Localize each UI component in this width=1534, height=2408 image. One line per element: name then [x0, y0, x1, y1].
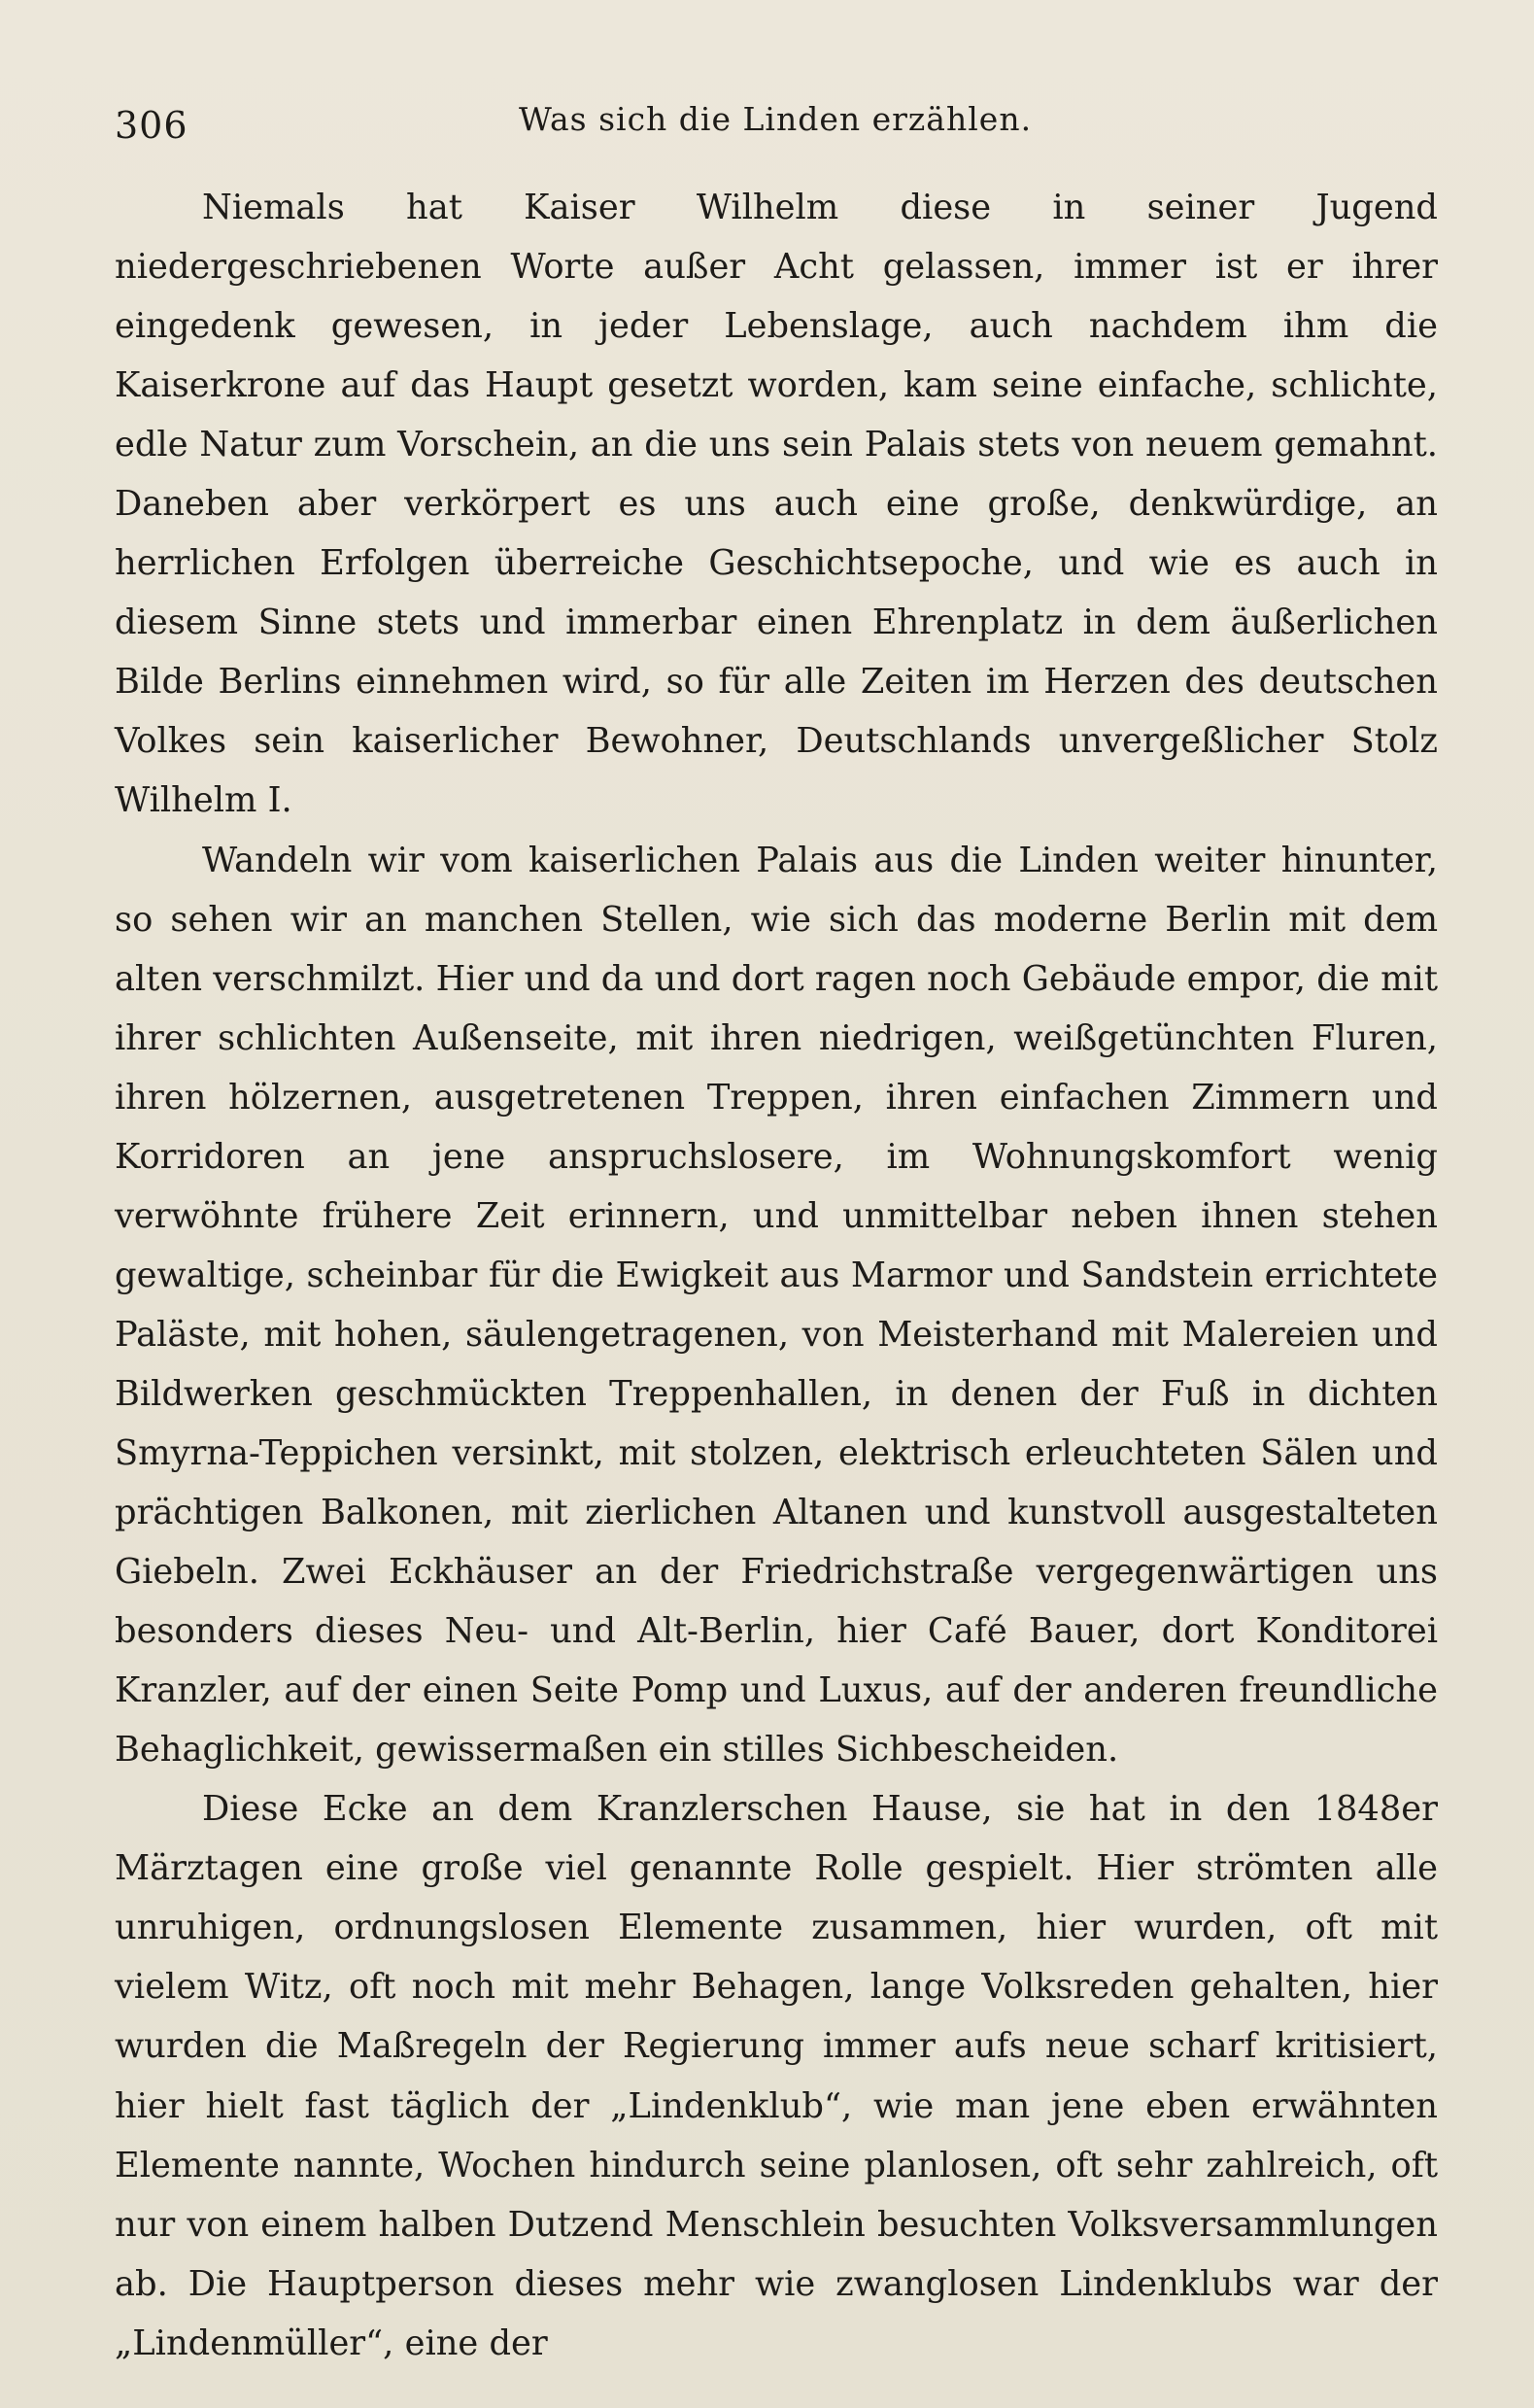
paragraph-1: Niemals hat Kaiser Wilhelm diese in seiner Jugend niedergeschriebenen Worte außer Acht gelassen, immer ist er ihrer eingedenk gewesen, in jeder Lebenslage, auch nachdem ihm die Kaiserkrone auf das Haupt gesetzt worden, kam seine einfache, schlichte, edle Natur zum Vorschein, an die uns sein Palais stets von neuem gemahnt. Daneben aber verkörpert es uns auch eine große, denkwürdige, an herrlichen Erfolgen überreiche Geschichtsepoche, und wie es auch in diesem Sinne stets und immerbar einen Ehrenplatz in dem äußerlichen Bilde Berlins einnehmen wird, so für alle Zeiten im Herzen des deutschen Volkes sein kaiserlicher Bewohner, Deutschlands unvergeßlicher Stolz Wilhelm I. [115, 188, 1438, 821]
paragraph-3: Diese Ecke an dem Kranzlerschen Hause, sie hat in den 1848er Märztagen eine große viel genannte Rolle gespielt. Hier strömten alle unruhigen, ordnungslosen Elemente zusammen, hier wurden, oft mit vielem Witz, oft noch mit mehr Behagen, lange Volksreden gehalten, hier wurden die Maßregeln der Regierung immer aufs neue scharf kritisiert, hier hielt fast täglich der „Lindenklub“, wie man jene eben erwähnten Elemente nannte, Wochen hindurch seine planlosen, oft sehr zahlreich, oft nur von einem halben Dutzend Menschlein besuchten Volksversammlungen ab. Die Hauptperson dieses mehr wie zwanglosen Lindenklubs war der „Lindenmüller“, eine der [115, 1789, 1438, 2363]
page-number: 306 [115, 104, 188, 147]
paragraph-2: Wandeln wir vom kaiserlichen Palais aus die Linden weiter hinunter, so sehen wir an manchen Stellen, wie sich das moderne Berlin mit dem alten verschmilzt. Hier und da und dort ragen noch Gebäude empor, die mit ihrer schlichten Außenseite, mit ihren niedrigen, weißgetünchten Fluren, ihren hölzernen, ausgetretenen Treppen, ihren einfachen Zimmern und Korridoren an jene anspruchslosere, im Wohnungskomfort wenig verwöhnte frühere Zeit erinnern, und unmittelbar neben ihnen stehen gewaltige, scheinbar für die Ewigkeit aus Marmor und Sandstein errichtete Paläste, mit hohen, säulengetragenen, von Meisterhand mit Malereien und Bildwerken geschmückten Treppenhallen, in denen der Fuß in dichten Smyrna-Teppichen versinkt, mit stolzen, elektrisch erleuchteten Sälen und prächtigen Balkonen, mit zierlichen Altanen und kunstvoll ausgestalteten Giebeln. Zwei Eckhäuser an der Friedrichstraße vergegenwärtigen uns besonders dieses Neu- und Alt-Berlin, hier Café Bauer, dort Konditorei Kranzler, auf der einen Seite Pomp und Luxus, auf der anderen freundliche Behaglichkeit, gewissermaßen ein stilles Sichbescheiden. [115, 840, 1438, 1771]
page-header [115, 92, 1436, 151]
running-title: Was sich die Linden erzählen. [518, 100, 1033, 138]
body-text [115, 178, 1438, 2373]
